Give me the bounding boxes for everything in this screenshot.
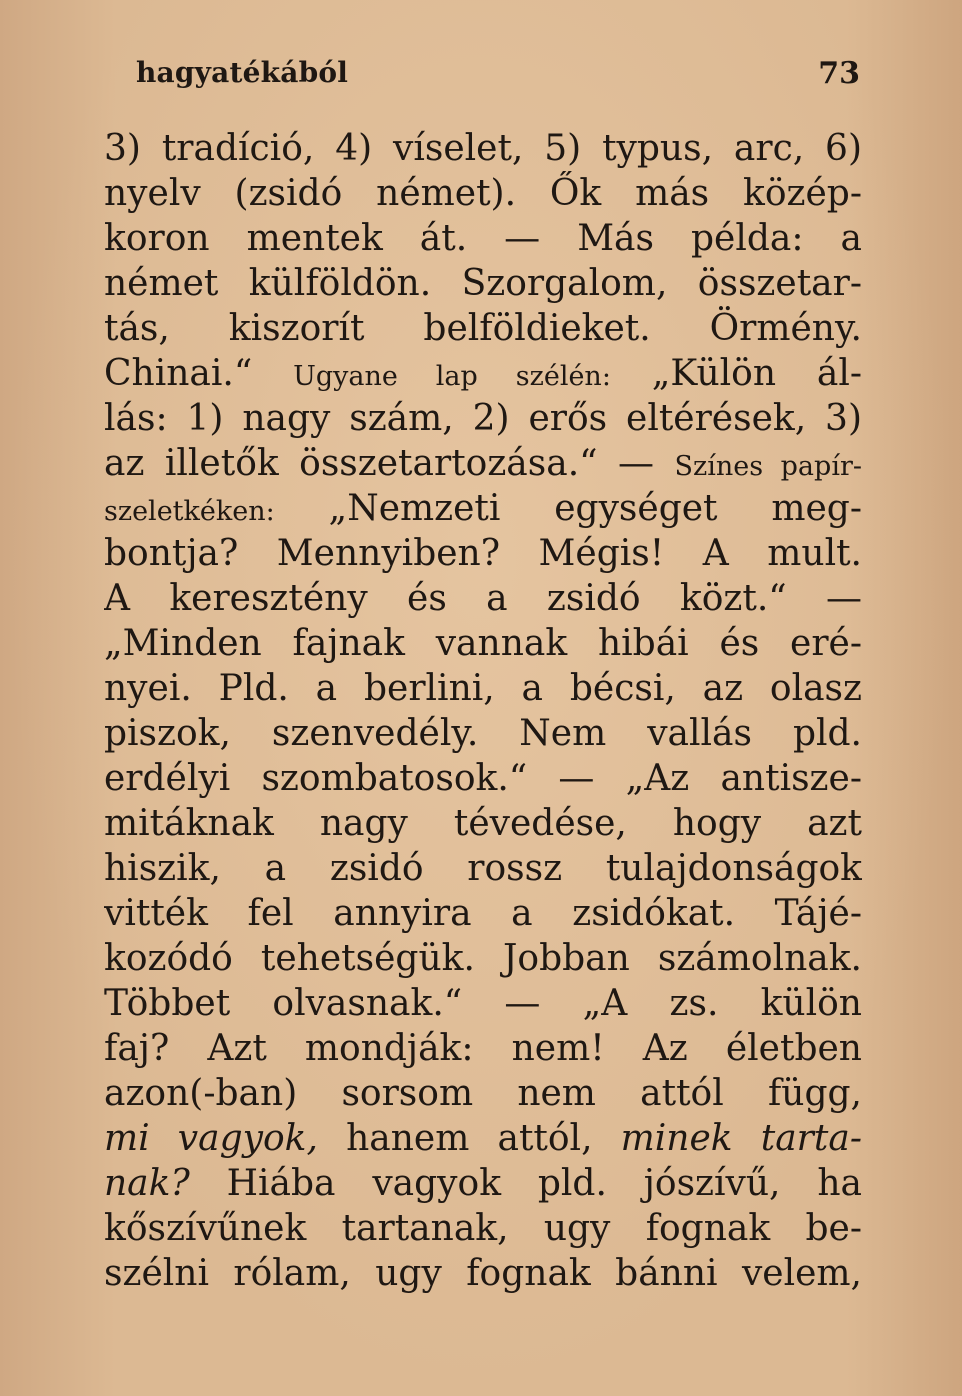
text-segment: hiszik, a zsidó rossz tulajdonságok xyxy=(104,848,862,889)
text-line xyxy=(104,936,862,981)
text-segment: mitáknak nagy tévedése, hogy azt xyxy=(104,803,862,844)
small-caption-text: Színes papír- xyxy=(674,451,862,482)
text-segment: német külföldön. Szorgalom, összetar- xyxy=(104,263,862,304)
italic-text: minek tarta- xyxy=(620,1118,862,1159)
text-line xyxy=(104,1116,862,1161)
text-line xyxy=(104,981,862,1026)
text-line xyxy=(104,306,862,351)
text-segment: „Minden fajnak vannak hibái és eré- xyxy=(104,623,862,664)
text-segment: nyelv (zsidó német). Ők más közép- xyxy=(104,173,862,214)
small-caption-text: Ugyane lap szélén: xyxy=(293,361,611,392)
italic-text: mi vagyok, xyxy=(104,1118,318,1159)
text-line xyxy=(104,351,862,396)
text-segment: tás, kiszorít belföldieket. Örmény. xyxy=(104,308,862,349)
body-text xyxy=(104,126,862,1296)
text-segment: kozódó tehetségük. Jobban számolnak. xyxy=(104,938,862,979)
text-line xyxy=(104,1071,862,1116)
text-segment: az illetők összetartozása.“ — xyxy=(104,443,675,484)
text-line xyxy=(104,486,862,531)
text-segment: Hiába vagyok pld. jószívű, ha xyxy=(189,1163,862,1204)
text-segment: lás: 1) nagy szám, 2) erős eltérések, 3) xyxy=(104,398,862,439)
text-line xyxy=(104,801,862,846)
text-segment: hanem attól, xyxy=(317,1118,621,1159)
text-line xyxy=(104,1251,862,1296)
text-line xyxy=(104,396,862,441)
small-caption-text: szeletkéken: xyxy=(104,496,275,527)
text-line xyxy=(104,531,862,576)
text-line xyxy=(104,171,862,216)
text-line xyxy=(104,846,862,891)
text-line xyxy=(104,666,862,711)
running-title: hagyatékából xyxy=(136,56,349,89)
text-segment: kőszívűnek tartanak, ugy fognak be- xyxy=(104,1208,862,1249)
running-head xyxy=(136,56,860,96)
text-line xyxy=(104,261,862,306)
text-line xyxy=(104,711,862,756)
text-segment: A keresztény és a zsidó közt.“ — xyxy=(104,578,862,619)
text-segment: „Külön ál- xyxy=(610,353,862,394)
text-line xyxy=(104,1206,862,1251)
text-line xyxy=(104,1026,862,1071)
text-segment: vitték fel annyira a zsidókat. Tájé- xyxy=(104,893,862,934)
italic-text: nak? xyxy=(104,1163,190,1204)
text-segment: azon(-ban) sorsom nem attól függ, xyxy=(104,1073,862,1114)
text-segment: Többet olvasnak.“ — „A zs. külön xyxy=(104,983,862,1024)
text-line xyxy=(104,126,862,171)
text-line xyxy=(104,756,862,801)
text-segment: faj? Azt mondják: nem! Az életben xyxy=(104,1028,862,1069)
text-segment: nyei. Pld. a berlini, a bécsi, az olasz xyxy=(104,668,862,709)
page-number: 73 xyxy=(818,56,860,91)
text-line xyxy=(104,216,862,261)
text-segment: Chinai.“ xyxy=(104,353,294,394)
text-segment: koron mentek át. — Más példa: a xyxy=(104,218,862,259)
text-segment: 3) tradíció, 4) víselet, 5) typus, arc, 6) xyxy=(104,128,862,169)
text-line xyxy=(104,891,862,936)
text-segment: erdélyi szombatosok.“ — „Az antisze- xyxy=(104,758,862,799)
text-line xyxy=(104,621,862,666)
text-line xyxy=(104,576,862,621)
text-segment: „Nemzeti egységet meg- xyxy=(274,488,862,529)
text-segment: szélni rólam, ugy fognak bánni velem, xyxy=(104,1253,862,1294)
text-line xyxy=(104,1161,862,1206)
text-segment: piszok, szenvedély. Nem vallás pld. xyxy=(104,713,862,754)
text-segment: bontja? Mennyiben? Mégis! A mult. xyxy=(104,533,862,574)
text-line xyxy=(104,441,862,486)
